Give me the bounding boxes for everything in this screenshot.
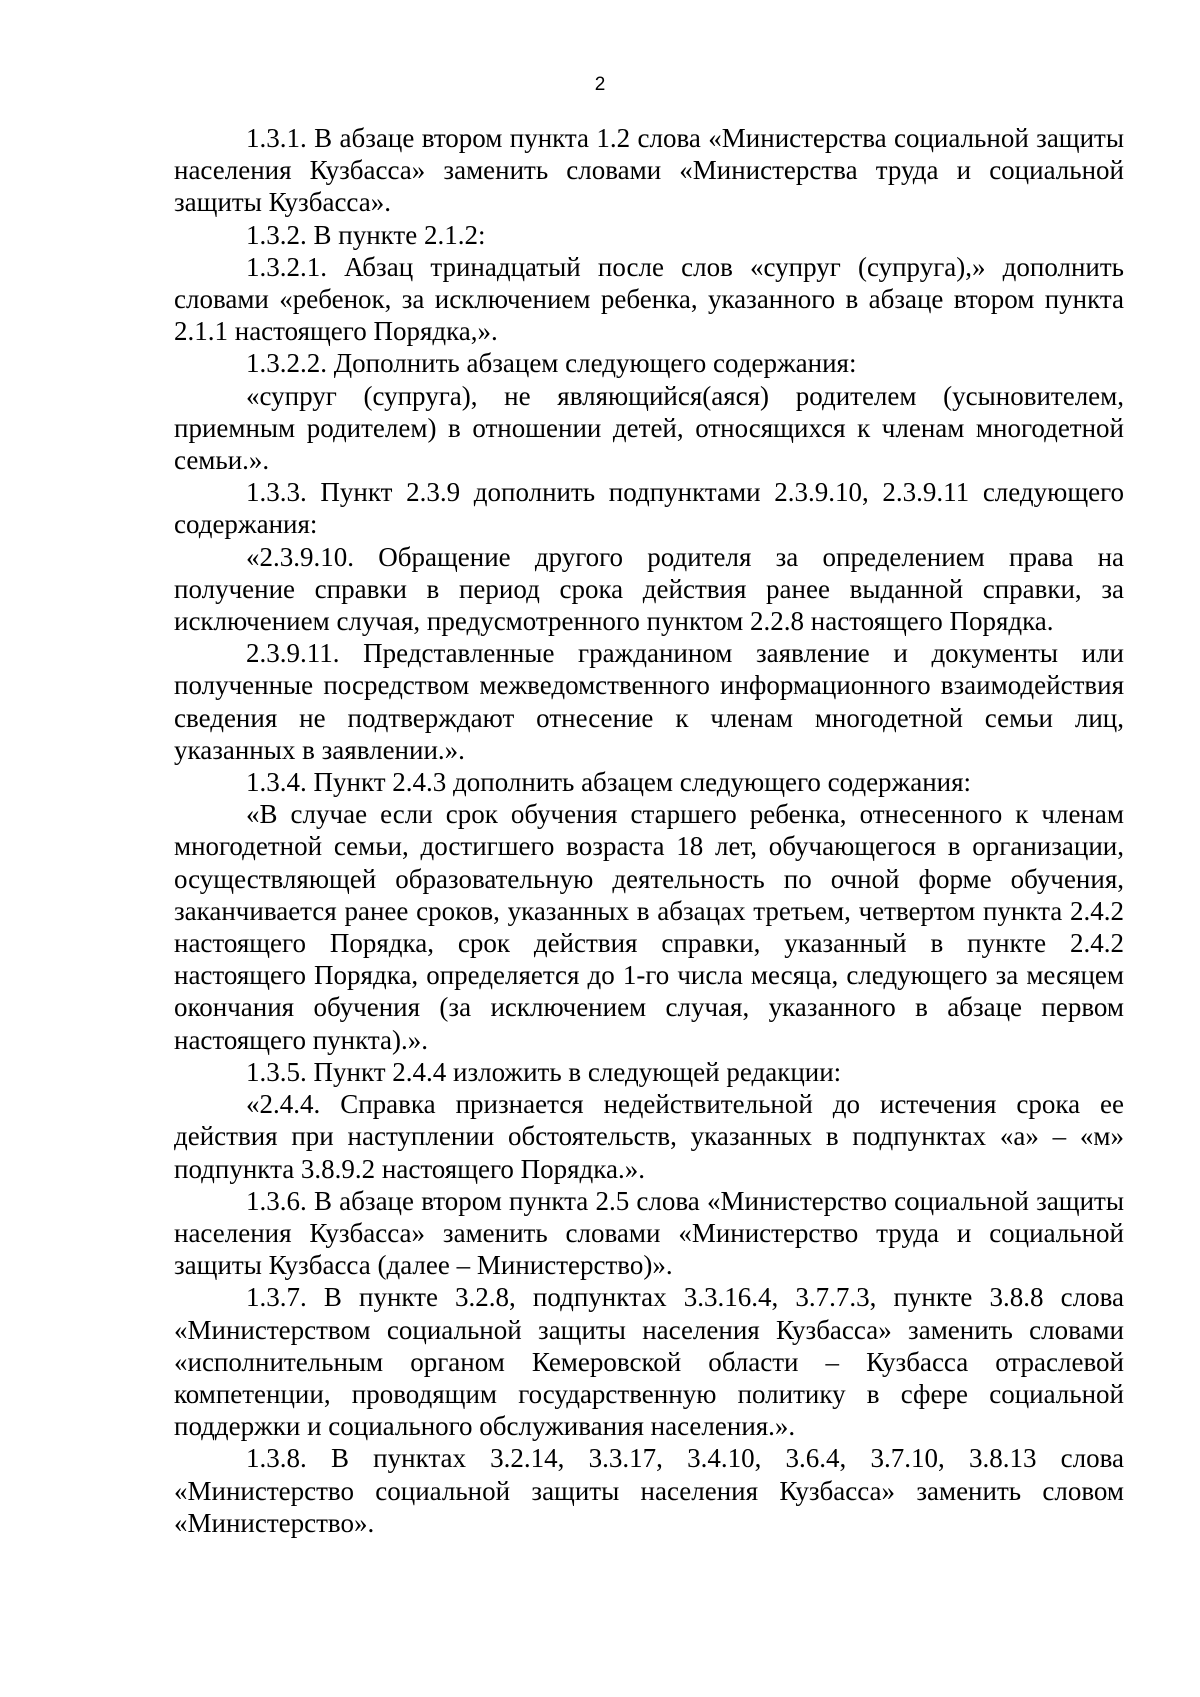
paragraph-1-3-2-2: 1.3.2.2. Дополнить абзацем следующего содержания:: [246, 348, 857, 379]
paragraph-1-3-2: 1.3.2. В пункте 2.1.2:: [246, 219, 486, 250]
paragraph-1-3-7: 1.3.7. В пункте 3.2.8, подпунктах 3.3.16.4, 3.7.7.3, пункте 3.8.8 слова «Министерством социальной защиты населения Кузбасса» заменить словами «исполнительным органом Кемеровской области – Кузбасса отраслевой компетенции, проводящим государственную политику в сфере социальной поддержки и социального обслуживания населения.».: [174, 1282, 1124, 1442]
document-body: [174, 122, 1124, 1539]
paragraph-1-3-4: 1.3.4. Пункт 2.4.3 дополнить абзацем следующего содержания:: [246, 767, 972, 798]
page-number: 2: [594, 74, 606, 95]
paragraph-1-3-2-1: 1.3.2.1. Абзац тринадцатый после слов «супруг (супруга),» дополнить словами «ребенок, за исключением ребенка, указанного в абзаце втором пункта 2.1.1 настоящего Порядка,».: [174, 251, 1124, 347]
paragraph-spouse-addition: «супруг (супруга), не являющийся(аяся) родителем (усыновителем, приемным родителем) в отношении детей, относящихся к членам многодетной семьи.».: [174, 380, 1124, 476]
paragraph-1-3-5: 1.3.5. Пункт 2.4.4 изложить в следующей редакции:: [246, 1056, 842, 1087]
paragraph-2-4-4: «2.4.4. Справка признается недействительной до истечения срока ее действия при наступлении обстоятельств, указанных в подпунктах «а» – «м» подпункта 3.8.9.2 настоящего Порядка.».: [174, 1089, 1124, 1184]
paragraph-1-3-3: 1.3.3. Пункт 2.3.9 дополнить подпунктами 2.3.9.10, 2.3.9.11 следующего содержания:: [174, 477, 1124, 540]
paragraph-1-3-1: 1.3.1. В абзаце втором пункта 1.2 слова «Министерства социальной защиты населения Кузбасса» заменить словами «Министерства труда и социальной защиты Кузбасса».: [174, 123, 1124, 218]
paragraph-education-term: «В случае если срок обучения старшего ребенка, отнесенного к членам многодетной семьи, достигшего возраста 18 лет, обучающегося в организации, осуществляющей образовательную деятельность по очной форме обучения, заканчивается ранее сроков, указанных в абзацах третьем, четвертом пункта 2.4.2 настоящего Порядка, срок действия справки, указанный в пункте 2.4.2 настоящего Порядка, определяется до 1-го числа месяца, следующего за месяцем окончания обучения (за исключением случая, указанного в абзаце первом настоящего пункта).».: [174, 799, 1124, 1055]
paragraph-1-3-6: 1.3.6. В абзаце втором пункта 2.5 слова «Министерство социальной защиты населения Кузбасса» заменить словами «Министерство труда и социальной защиты Кузбасса (далее – Министерство)».: [174, 1185, 1124, 1281]
paragraph-2-3-9-10: «2.3.9.10. Обращение другого родителя за определением права на получение справки в период срока действия ранее выданной справки, за исключением случая, предусмотренного пунктом 2.2.8 настоящего Порядка.: [174, 541, 1124, 637]
paragraph-1-3-8: 1.3.8. В пунктах 3.2.14, 3.3.17, 3.4.10, 3.6.4, 3.7.10, 3.8.13 слова «Министерство социальной защиты населения Кузбасса» заменить словом «Министерство».: [174, 1443, 1124, 1538]
paragraph-2-3-9-11: 2.3.9.11. Представленные гражданином заявление и документы или полученные посредством межведомственного информационного взаимодействия сведения не подтверждают отнесение к членам многодетной семьи лиц, указанных в заявлении.».: [174, 638, 1124, 765]
